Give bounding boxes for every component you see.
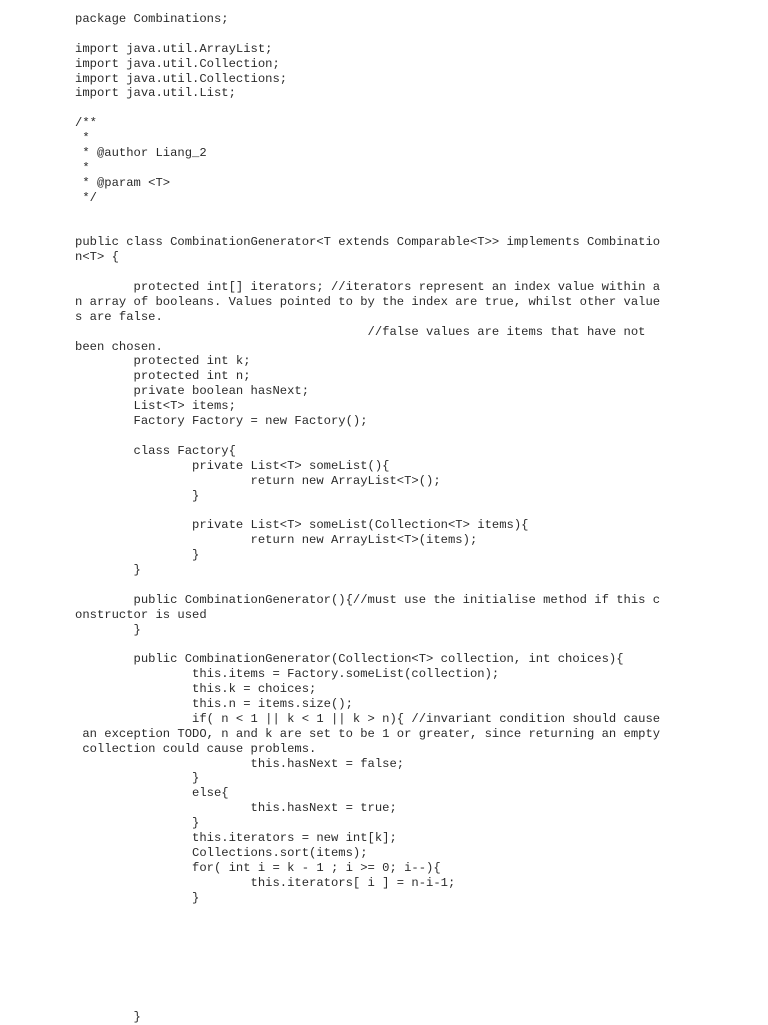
code-line: return new ArrayList<T>(); — [75, 473, 441, 488]
code-line — [75, 578, 755, 593]
code-line: protected int n; — [75, 369, 251, 384]
code-line: protected int[] iterators; //iterators represent an index value within a — [75, 280, 661, 295]
code-line — [75, 101, 755, 116]
code-line: * — [75, 131, 90, 146]
code-line — [75, 995, 755, 1010]
code-line: * — [75, 160, 90, 175]
code-line: * @author Liang_2 — [75, 146, 207, 161]
code-line: } — [75, 816, 200, 831]
code-line: collection could cause problems. — [75, 741, 317, 756]
code-line: Factory Factory = new Factory(); — [75, 414, 368, 429]
code-line: Collections.sort(items); — [75, 845, 368, 860]
code-line: else{ — [75, 786, 229, 801]
code-line: this.items = Factory.someList(collection); — [75, 667, 500, 682]
code-line: private boolean hasNext; — [75, 384, 310, 399]
code-line — [75, 503, 755, 518]
code-listing — [75, 12, 755, 1025]
code-line: this.n = items.size(); — [75, 696, 353, 711]
code-line: public class CombinationGenerator<T extends Comparable<T>> implements Combinatio — [75, 235, 661, 250]
code-line: } — [75, 622, 141, 637]
code-line — [75, 220, 755, 235]
code-line: } — [75, 548, 200, 563]
code-line — [75, 965, 755, 980]
code-line: } — [75, 1009, 141, 1024]
code-line — [75, 429, 755, 444]
code-line: } — [75, 488, 200, 503]
code-line: an exception TODO, n and k are set to be 1 or greater, since returning an empty — [75, 726, 661, 741]
code-line — [75, 950, 755, 965]
code-line — [75, 920, 755, 935]
code-line: private List<T> someList(Collection<T> items){ — [75, 518, 529, 533]
code-line: List<T> items; — [75, 399, 236, 414]
code-line — [75, 980, 755, 995]
code-line: this.iterators[ i ] = n-i-1; — [75, 875, 456, 890]
code-line: for( int i = k - 1 ; i >= 0; i--){ — [75, 860, 441, 875]
code-line: if( n < 1 || k < 1 || k > n){ //invariant condition should cause — [75, 711, 661, 726]
code-line — [75, 206, 755, 221]
code-line: public CombinationGenerator(){//must use the initialise method if this c — [75, 592, 661, 607]
code-line: } — [75, 562, 141, 577]
code-line — [75, 935, 755, 950]
code-line: class Factory{ — [75, 443, 236, 458]
code-line: s are false. — [75, 309, 163, 324]
code-line: return new ArrayList<T>(items); — [75, 533, 478, 548]
code-line: protected int k; — [75, 354, 251, 369]
code-line: this.hasNext = true; — [75, 801, 397, 816]
code-line: been chosen. — [75, 339, 163, 354]
code-line — [75, 27, 755, 42]
code-line: } — [75, 771, 200, 786]
code-line: n<T> { — [75, 250, 119, 265]
code-line: /** — [75, 116, 97, 131]
code-line — [75, 637, 755, 652]
code-line: this.k = choices; — [75, 682, 317, 697]
code-line: import java.util.Collection; — [75, 56, 280, 71]
code-line: this.hasNext = false; — [75, 756, 405, 771]
code-line — [75, 265, 755, 280]
code-line: private List<T> someList(){ — [75, 458, 390, 473]
code-line: onstructor is used — [75, 607, 207, 622]
code-line: public CombinationGenerator(Collection<T> collection, int choices){ — [75, 652, 624, 667]
code-line: import java.util.List; — [75, 86, 236, 101]
code-line: n array of booleans. Values pointed to by the index are true, whilst other value — [75, 294, 661, 309]
code-line: } — [75, 890, 200, 905]
code-line: this.iterators = new int[k]; — [75, 830, 397, 845]
code-line: package Combinations; — [75, 12, 229, 26]
code-line: import java.util.Collections; — [75, 71, 288, 86]
code-line: import java.util.ArrayList; — [75, 41, 273, 56]
code-line: */ — [75, 190, 97, 205]
code-line: //false values are items that have not — [75, 324, 646, 339]
code-line — [75, 905, 755, 920]
code-line: * @param <T> — [75, 175, 171, 190]
